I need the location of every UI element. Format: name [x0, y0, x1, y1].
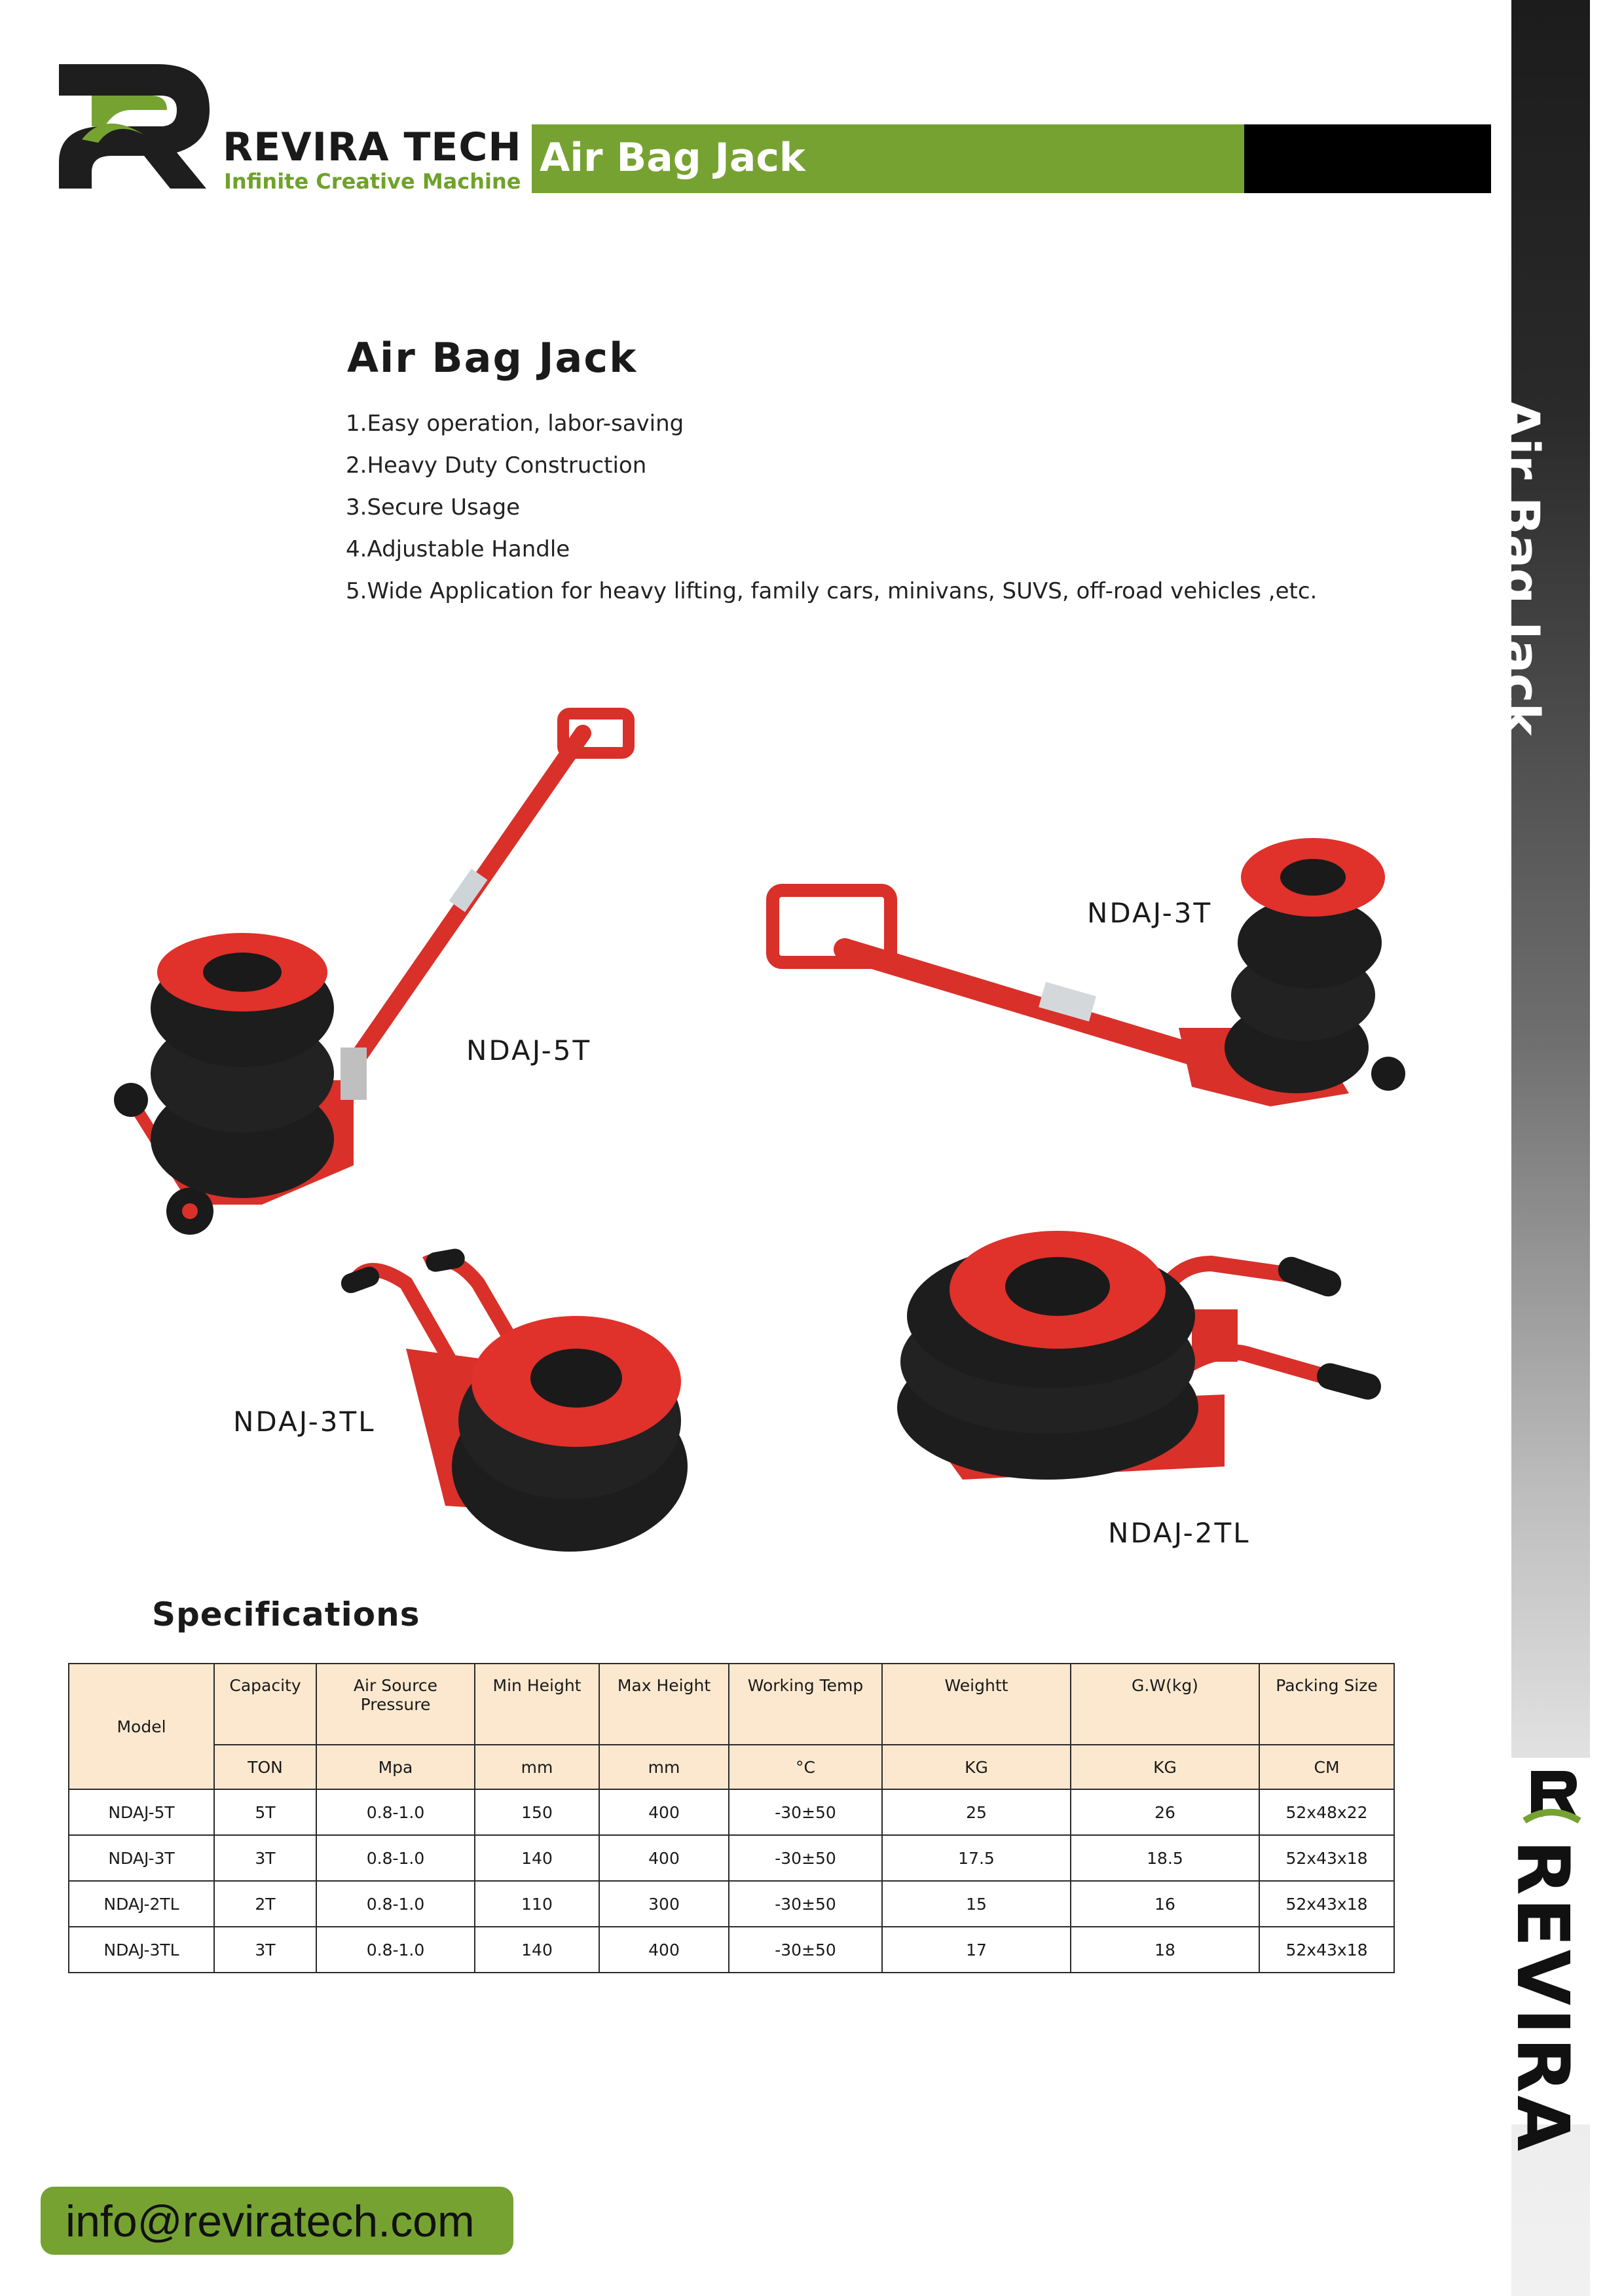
table-unit: KG — [882, 1745, 1071, 1789]
table-unit: mm — [599, 1745, 729, 1789]
table-cell: 15 — [882, 1881, 1071, 1927]
contact-email-badge[interactable] — [41, 2187, 513, 2255]
product-image-ndaj-2tl — [884, 1211, 1395, 1499]
product-image-ndaj-3tl — [327, 1244, 720, 1558]
header-title: Air Bag Jack — [540, 135, 805, 181]
table-cell: 52x43x18 — [1259, 1835, 1394, 1881]
feature-item: 5.Wide Application for heavy lifting, family cars, minivans, SUVS, off-road vehicles ,etc. — [346, 578, 1318, 604]
side-brand: REVIRA — [1501, 1840, 1585, 2154]
table-cell: 0.8-1.0 — [316, 1789, 475, 1835]
table-cell: 0.8-1.0 — [316, 1881, 475, 1927]
table-header: Working Temp — [729, 1664, 882, 1745]
table-header: Packing Size — [1259, 1664, 1394, 1745]
product-image-ndaj-3t — [760, 831, 1441, 1126]
table-cell: 150 — [475, 1789, 599, 1835]
table-cell: 52x43x18 — [1259, 1927, 1394, 1973]
table-header: G.W(kg) — [1071, 1664, 1259, 1745]
brand-name: REVIRA TECH — [223, 124, 522, 170]
table-unit: KG — [1071, 1745, 1259, 1789]
table-cell: 5T — [214, 1789, 316, 1835]
table-unit: °C — [729, 1745, 882, 1789]
table-cell: 18 — [1071, 1927, 1259, 1973]
table-row — [69, 1789, 1394, 1835]
page-title: Air Bag Jack — [347, 334, 638, 382]
table-cell: -30±50 — [729, 1835, 882, 1881]
table-cell: NDAJ-3TL — [69, 1927, 214, 1973]
feature-item: 4.Adjustable Handle — [346, 536, 570, 562]
table-row — [69, 1927, 1394, 1973]
table-cell: NDAJ-5T — [69, 1789, 214, 1835]
brand-logo-icon — [52, 58, 216, 192]
table-cell: 110 — [475, 1881, 599, 1927]
table-header: Max Height — [599, 1664, 729, 1745]
table-header: Capacity — [214, 1664, 316, 1745]
table-cell: 400 — [599, 1927, 729, 1973]
table-header: Air Source Pressure — [316, 1664, 475, 1745]
table-cell: 3T — [214, 1835, 316, 1881]
table-cell: 3T — [214, 1927, 316, 1973]
table-cell: 140 — [475, 1927, 599, 1973]
spec-table — [68, 1663, 1395, 1973]
feature-item: 2.Heavy Duty Construction — [346, 452, 647, 479]
table-cell: 0.8-1.0 — [316, 1835, 475, 1881]
table-header: Weightt — [882, 1664, 1071, 1745]
table-unit: CM — [1259, 1745, 1394, 1789]
specifications-title: Specifications — [152, 1595, 420, 1633]
table-unit: Mpa — [316, 1745, 475, 1789]
table-unit: mm — [475, 1745, 599, 1789]
table-cell: 400 — [599, 1789, 729, 1835]
table-cell: 2T — [214, 1881, 316, 1927]
table-cell: 52x48x22 — [1259, 1789, 1394, 1835]
table-cell: 16 — [1071, 1881, 1259, 1927]
side-title: Air Bag Jack — [1492, 399, 1551, 737]
product-image-ndaj-5t — [92, 707, 655, 1257]
table-cell: 0.8-1.0 — [316, 1927, 475, 1973]
table-cell: -30±50 — [729, 1789, 882, 1835]
contact-email[interactable]: info@reviratech.com — [65, 2196, 475, 2246]
feature-item: 3.Secure Usage — [346, 494, 521, 520]
table-cell: 17.5 — [882, 1835, 1071, 1881]
header-bar — [532, 124, 1491, 193]
brand-tagline: Infinite Creative Machine — [224, 169, 521, 194]
table-cell: 52x43x18 — [1259, 1881, 1394, 1927]
table-cell: NDAJ-2TL — [69, 1881, 214, 1927]
table-row — [69, 1835, 1394, 1881]
table-row — [69, 1881, 1394, 1927]
table-cell: 25 — [882, 1789, 1071, 1835]
feature-item: 1.Easy operation, labor-saving — [346, 410, 684, 437]
table-cell: 400 — [599, 1835, 729, 1881]
product-label: NDAJ-3TL — [233, 1406, 376, 1438]
table-unit: TON — [214, 1745, 316, 1789]
table-cell: 300 — [599, 1881, 729, 1927]
table-cell: -30±50 — [729, 1881, 882, 1927]
table-header: Min Height — [475, 1664, 599, 1745]
table-cell: 18.5 — [1071, 1835, 1259, 1881]
table-cell: NDAJ-3T — [69, 1835, 214, 1881]
table-cell: -30±50 — [729, 1927, 882, 1973]
product-label: NDAJ-2TL — [1108, 1517, 1251, 1549]
table-cell: 17 — [882, 1927, 1071, 1973]
table-cell: 140 — [475, 1835, 599, 1881]
side-logo-icon — [1511, 1758, 1590, 1836]
product-label: NDAJ-5T — [466, 1034, 592, 1066]
table-header: Model — [69, 1664, 214, 1789]
feature-list — [346, 403, 1317, 612]
table-cell: 26 — [1071, 1789, 1259, 1835]
product-label: NDAJ-3T — [1087, 897, 1213, 929]
